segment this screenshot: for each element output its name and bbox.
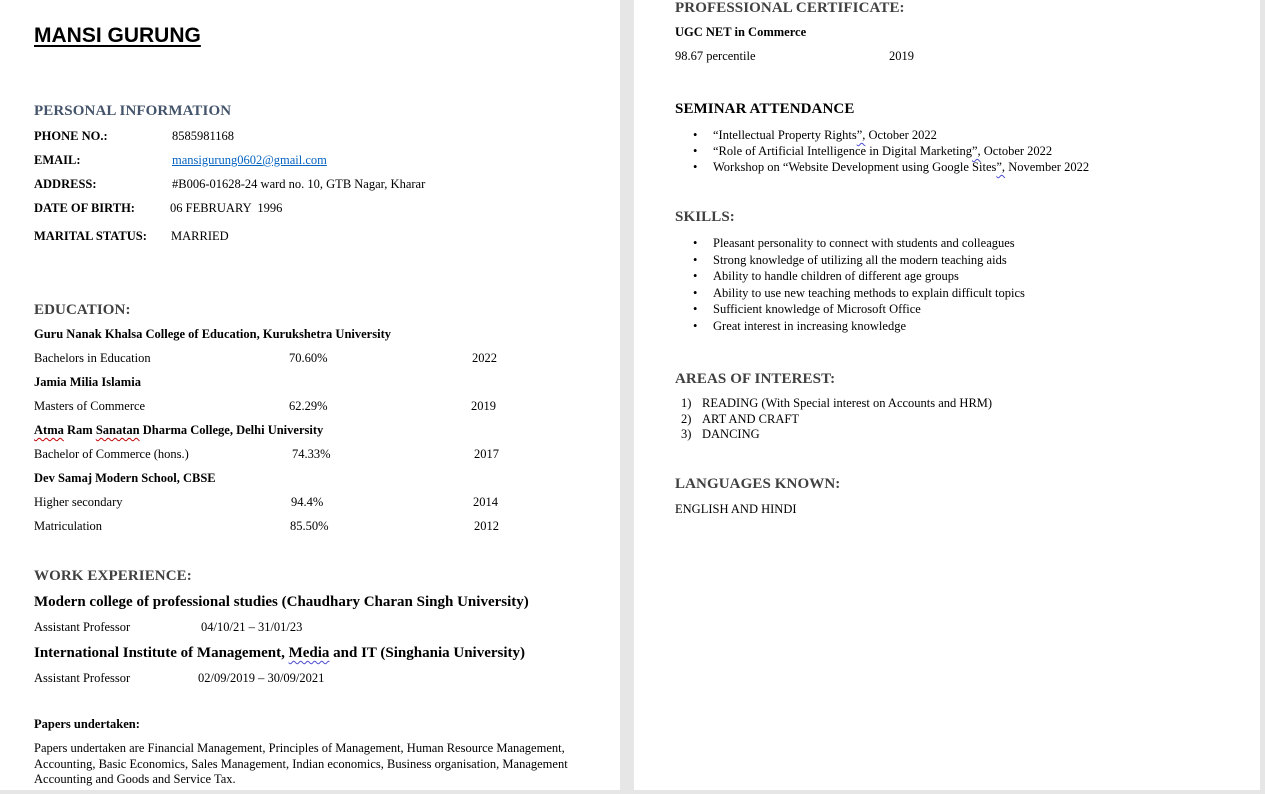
phone-label: PHONE NO.: xyxy=(34,129,108,143)
institution-name: Guru Nanak Khalsa College of Education, Kurukshetra University xyxy=(34,327,391,341)
personal-heading: PERSONAL INFORMATION xyxy=(34,103,232,119)
list-item: 2) ART AND CRAFT xyxy=(681,411,799,426)
list-item: • Workshop on “Website Development using Google Sites”, November 2022 xyxy=(675,159,1089,175)
marital-label: MARITAL STATUS: xyxy=(34,229,147,243)
degree-score: 85.50% xyxy=(290,519,329,533)
list-item: • Ability to use new teaching methods to explain difficult topics xyxy=(675,285,1025,302)
spellcheck-word: Media xyxy=(288,645,330,661)
interests-heading: AREAS OF INTEREST: xyxy=(675,371,836,387)
list-item: 3) DANCING xyxy=(681,427,760,441)
degree-name: Higher secondary xyxy=(34,495,123,509)
skills-heading: SKILLS: xyxy=(675,209,735,225)
certificate-heading: PROFESSIONAL CERTIFICATE: xyxy=(675,0,905,16)
list-item: • “Role of Artificial Intelligence in Digital Marketing”, October 2022 xyxy=(675,143,1089,159)
email-label: EMAIL: xyxy=(34,153,81,167)
languages-heading: LANGUAGES KNOWN: xyxy=(675,476,841,492)
degree-year: 2017 xyxy=(474,447,499,461)
degree-year: 2022 xyxy=(472,351,497,365)
marital-value: MARRIED xyxy=(171,229,229,243)
degree-name: Matriculation xyxy=(34,519,103,533)
languages-text: ENGLISH AND HINDI xyxy=(675,502,797,516)
list-item: 1) READING (With Special interest on Accounts and HRM) xyxy=(681,396,993,410)
job-dates: 04/10/21 – 31/01/23 xyxy=(201,620,303,634)
degree-score: 94.4% xyxy=(291,495,324,509)
list-item: • Ability to handle children of different age groups xyxy=(675,268,1025,285)
phone-value: 8585981168 xyxy=(172,129,235,143)
job-role: Assistant Professor xyxy=(34,671,131,685)
job-dates: 02/09/2019 – 30/09/2021 xyxy=(198,671,325,685)
papers-heading: Papers undertaken: xyxy=(34,717,140,731)
degree-score: 62.29% xyxy=(289,399,328,413)
institution-name: Dev Samaj Modern School, CBSE xyxy=(34,471,216,485)
institution-name: Atma Ram Sanatan Dharma College, Delhi University xyxy=(34,423,324,437)
degree-score: 74.33% xyxy=(292,447,331,461)
degree-year: 2019 xyxy=(471,399,496,413)
list-item: • Sufficient knowledge of Microsoft Office xyxy=(675,301,1025,318)
spellcheck-word: Atma xyxy=(34,423,64,437)
certificate-year: 2019 xyxy=(889,49,914,63)
list-item: • “Intellectual Property Rights”, October 2022 xyxy=(675,127,1089,143)
certificate-score: 98.67 percentile xyxy=(675,49,756,63)
education-heading: EDUCATION: xyxy=(34,302,131,318)
skills-list xyxy=(675,235,1025,335)
email-link[interactable]: mansigurung0602@gmail.com xyxy=(172,153,327,167)
page-left xyxy=(0,0,620,790)
list-item: • Great interest in increasing knowledge xyxy=(675,318,1025,335)
work-heading: WORK EXPERIENCE: xyxy=(34,568,192,584)
job-organization: Modern college of professional studies (Chaudhary Charan Singh University) xyxy=(34,594,529,610)
institution-name: Jamia Milia Islamia xyxy=(34,375,141,389)
degree-year: 2012 xyxy=(474,519,499,533)
degree-name: Bachelors in Education xyxy=(34,351,151,365)
certificate-title: UGC NET in Commerce xyxy=(675,25,807,39)
page-right xyxy=(634,0,1260,790)
job-role: Assistant Professor xyxy=(34,620,131,634)
seminar-heading: SEMINAR ATTENDANCE xyxy=(675,101,855,117)
degree-name: Masters of Commerce xyxy=(34,399,146,413)
seminar-list xyxy=(675,127,1089,175)
interests-list xyxy=(675,396,992,443)
resume-name: MANSI GURUNG xyxy=(34,24,201,47)
spellcheck-word: Sanatan xyxy=(95,423,140,437)
address-value: #B006-01628-24 ward no. 10, GTB Nagar, Kharar xyxy=(172,177,426,191)
degree-score: 70.60% xyxy=(289,351,328,365)
address-label: ADDRESS: xyxy=(34,177,97,191)
list-item: • Strong knowledge of utilizing all the modern teaching aids xyxy=(675,252,1025,269)
papers-text: Papers undertaken are Financial Management, Principles of Management, Human Resource Management, Accounting, Basic Economics, Sales Management, Indian economics, Business organisation, Management Accounting and Goods and Service Tax. xyxy=(34,741,568,786)
job-organization: International Institute of Management, Media and IT (Singhania University) xyxy=(34,645,526,661)
degree-name: Bachelor of Commerce (hons.) xyxy=(34,447,189,461)
list-item: • Pleasant personality to connect with students and colleagues xyxy=(675,235,1025,252)
dob-label: DATE OF BIRTH: xyxy=(34,201,135,215)
degree-year: 2014 xyxy=(473,495,498,509)
dob-value: 06 FEBRUARY 1996 xyxy=(170,201,283,215)
